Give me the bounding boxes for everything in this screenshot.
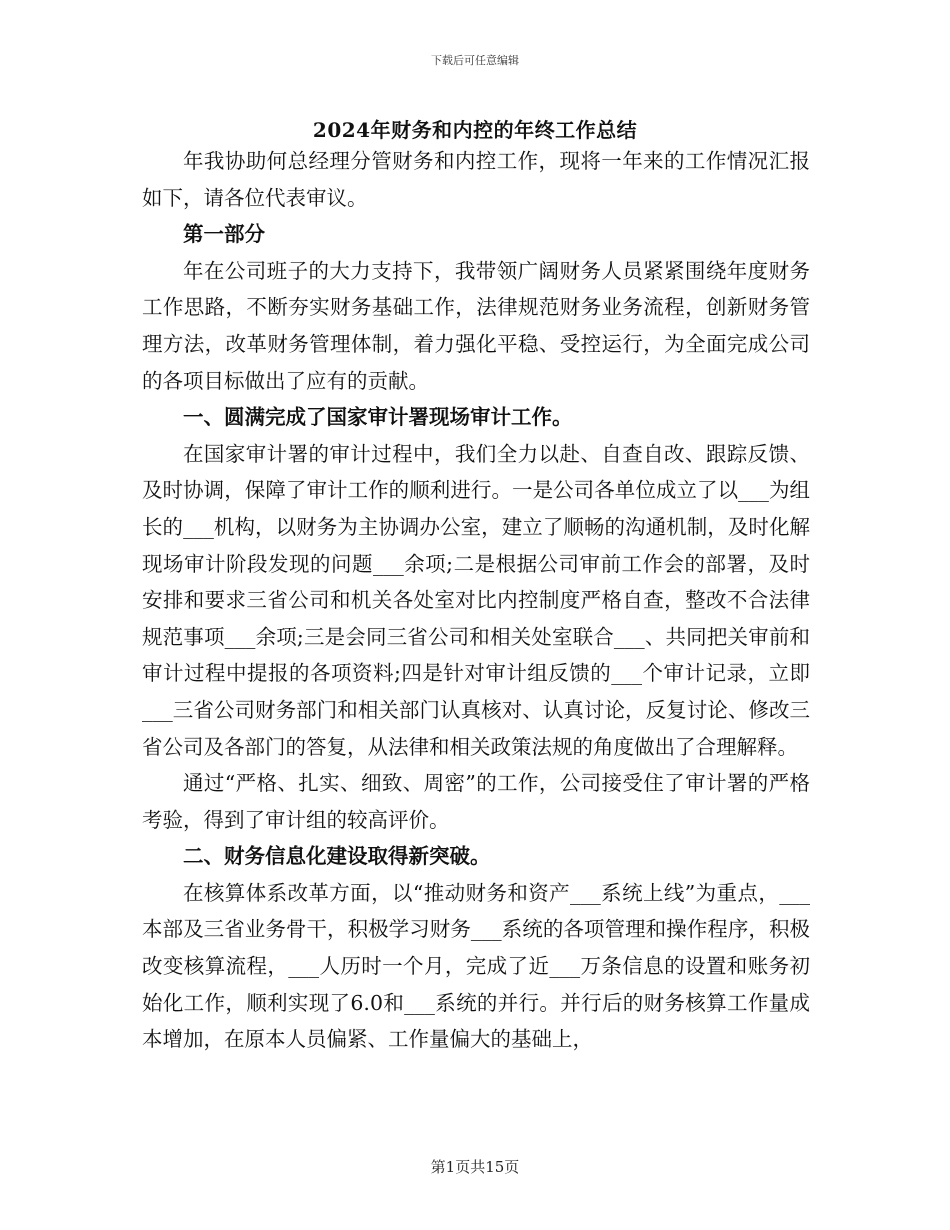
section-heading-part-one: 第一部分 — [183, 222, 265, 247]
paragraph-audit-details: 在国家审计署的审计过程中，我们全力以赴、自查自改、跟踪反馈、及时协调，保障了审计工作的顺利进行。一是公司各单位成立了以___为组长的___机构，以财务为主协调办公室，建立了顺畅的沟通机制，及时化解现场审计阶段发现的问题___余项;二是根据公司审前工作会的部署，及时安排和要求三省公司和机关各处室对比内控制度严格自查，整改不合法律规范事项___余项;三是会同三省公司和相关处室联合___、共同把关审前和审计过程中提报的各项资料;四是针对审计组反馈的___个审计记录，立即___三省公司财务部门和相关部门认真核对、认真讨论，反复讨论、修改三省公司及各部门的答复，从法律和相关政策法规的角度做出了合理解释。 — [142, 441, 810, 759]
page-number-footer: 第1页共15页 — [430, 1158, 520, 1176]
paragraph-overview: 年在公司班子的大力支持下，我带领广阔财务人员紧紧围绕年度财务工作思路，不断夯实财务基础工作，法律规范财务业务流程，创新财务管理方法，改革财务管理体制，着力强化平稳、受控运行，为全面完成公司的各项目标做出了应有的贡献。 — [142, 258, 810, 393]
paragraph-informatization-details: 在核算体系改革方面，以“推动财务和资产___系统上线”为重点，___本部及三省业务骨干，积极学习财务___系统的各项管理和操作程序，积极改变核算流程，___人历时一个月，完成了近___万条信息的设置和账务初始化工作，顺利实现了6.0和___系统的并行。并行后的财务核算工作量成本增加，在原本人员偏紧、工作量偏大的基础上， — [142, 880, 810, 1052]
document-title: 2024年财务和内控的年终工作总结 — [312, 118, 638, 142]
page-header-note: 下载后可任意编辑 — [431, 54, 519, 67]
document-body — [142, 143, 810, 1058]
paragraph-audit-result: 通过“严格、扎实、细致、周密”的工作，公司接受住了审计署的严格考验，得到了审计组的较高评价。 — [142, 771, 810, 832]
section-heading-informatization: 二、财务信息化建设取得新突破。 — [183, 844, 491, 869]
section-heading-audit: 一、圆满完成了国家审计署现场审计工作。 — [183, 405, 573, 430]
paragraph-intro: 年我协助何总经理分管财务和内控工作，现将一年来的工作情况汇报如下，请各位代表审议。 — [142, 149, 810, 210]
